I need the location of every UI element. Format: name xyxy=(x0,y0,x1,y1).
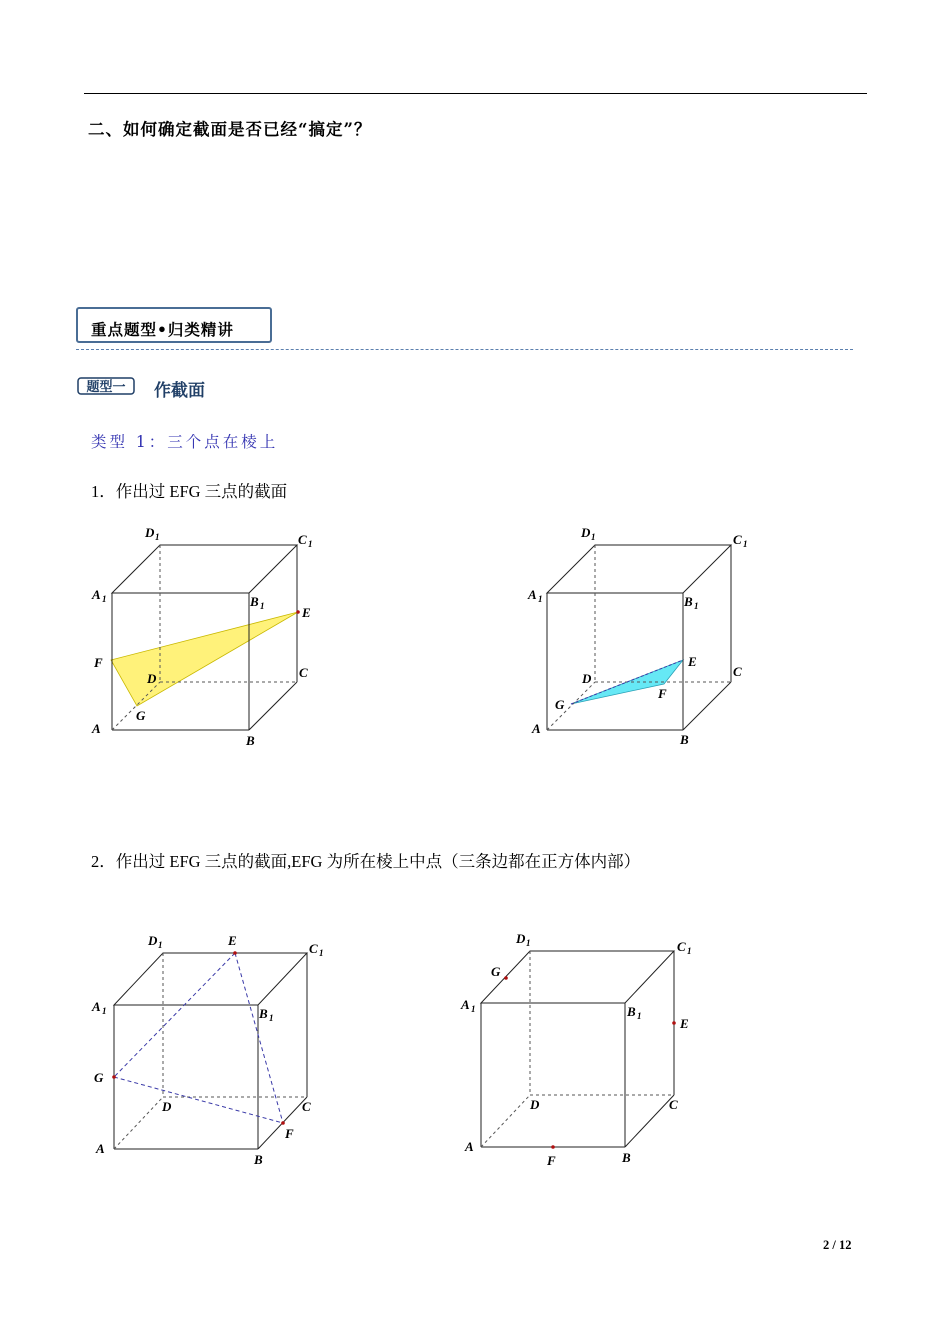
svg-text:C: C xyxy=(302,1099,311,1114)
svg-text:G: G xyxy=(555,697,565,712)
svg-text:1: 1 xyxy=(743,539,748,549)
page-number: 2 / 12 xyxy=(823,1238,852,1252)
svg-text:A: A xyxy=(92,587,101,602)
cube-figure-2a xyxy=(85,925,335,1175)
svg-text:1: 1 xyxy=(269,1013,274,1023)
svg-text:1: 1 xyxy=(308,539,313,549)
svg-text:D: D xyxy=(530,1097,540,1112)
type-title: 作截面 xyxy=(154,381,205,401)
svg-text:G: G xyxy=(94,1070,104,1085)
svg-text:E: E xyxy=(688,654,697,669)
svg-text:1: 1 xyxy=(155,532,160,542)
svg-text:D: D xyxy=(162,1099,172,1114)
svg-text:E: E xyxy=(302,605,311,620)
svg-text:F: F xyxy=(547,1153,556,1168)
svg-text:B: B xyxy=(246,733,255,748)
top-rule xyxy=(84,93,867,94)
svg-text:1: 1 xyxy=(687,946,692,956)
svg-text:D: D xyxy=(145,525,155,540)
svg-text:C: C xyxy=(309,941,318,956)
svg-text:A: A xyxy=(465,1139,474,1154)
svg-text:1: 1 xyxy=(260,601,265,611)
question-1: 1．作出过 EFG 三点的截面 xyxy=(91,482,288,501)
svg-text:1: 1 xyxy=(591,532,596,542)
svg-text:F: F xyxy=(285,1126,294,1141)
svg-text:1: 1 xyxy=(158,940,163,950)
svg-text:C: C xyxy=(669,1097,678,1112)
svg-text:1: 1 xyxy=(637,1011,642,1021)
svg-text:D: D xyxy=(516,931,526,946)
subtype-heading: 类型 1：三个点在棱上 xyxy=(91,433,279,451)
svg-text:1: 1 xyxy=(102,1006,107,1016)
cube-figure-1b xyxy=(520,520,760,750)
section-title: 二、如何确定截面是否已经“搞定”？ xyxy=(88,120,372,139)
svg-text:A: A xyxy=(461,997,470,1012)
svg-text:B: B xyxy=(680,732,689,747)
svg-text:A: A xyxy=(92,999,101,1014)
svg-text:G: G xyxy=(491,964,501,979)
svg-text:C: C xyxy=(733,664,742,679)
question-2: 2．作出过 EFG 三点的截面,EFG 为所在棱上中点（三条边都在正方体内部） xyxy=(91,852,641,871)
svg-text:1: 1 xyxy=(538,594,543,604)
svg-text:B: B xyxy=(250,594,259,609)
svg-text:C: C xyxy=(298,532,307,547)
svg-text:D: D xyxy=(147,671,157,686)
svg-text:D: D xyxy=(148,933,158,948)
svg-text:B: B xyxy=(254,1152,263,1167)
svg-text:A: A xyxy=(96,1141,105,1156)
svg-text:1: 1 xyxy=(694,601,699,611)
svg-text:D: D xyxy=(581,525,591,540)
banner-title: 重点题型•归类精讲 xyxy=(91,320,234,339)
svg-text:B: B xyxy=(259,1006,268,1021)
svg-text:E: E xyxy=(228,933,237,948)
svg-text:A: A xyxy=(92,721,101,736)
svg-text:C: C xyxy=(299,665,308,680)
svg-text:E: E xyxy=(680,1016,689,1031)
svg-text:B: B xyxy=(622,1150,631,1165)
svg-text:1: 1 xyxy=(526,938,531,948)
svg-text:G: G xyxy=(136,708,146,723)
svg-text:B: B xyxy=(684,594,693,609)
type-badge-icon xyxy=(77,376,135,396)
svg-text:1: 1 xyxy=(471,1004,476,1014)
svg-text:C: C xyxy=(677,939,686,954)
cube-figure-1a xyxy=(85,520,335,750)
cube-figure-2b xyxy=(455,925,715,1175)
svg-text:1: 1 xyxy=(102,594,107,604)
banner-dashed-rule xyxy=(76,349,853,350)
svg-text:A: A xyxy=(528,587,537,602)
type-badge-label: 题型一 xyxy=(86,380,126,395)
svg-text:C: C xyxy=(733,532,742,547)
svg-text:F: F xyxy=(658,686,667,701)
section-triangle-yellow xyxy=(111,612,298,706)
svg-text:1: 1 xyxy=(319,948,324,958)
svg-text:A: A xyxy=(532,721,541,736)
svg-text:D: D xyxy=(582,671,592,686)
svg-text:F: F xyxy=(94,655,103,670)
svg-text:B: B xyxy=(627,1004,636,1019)
